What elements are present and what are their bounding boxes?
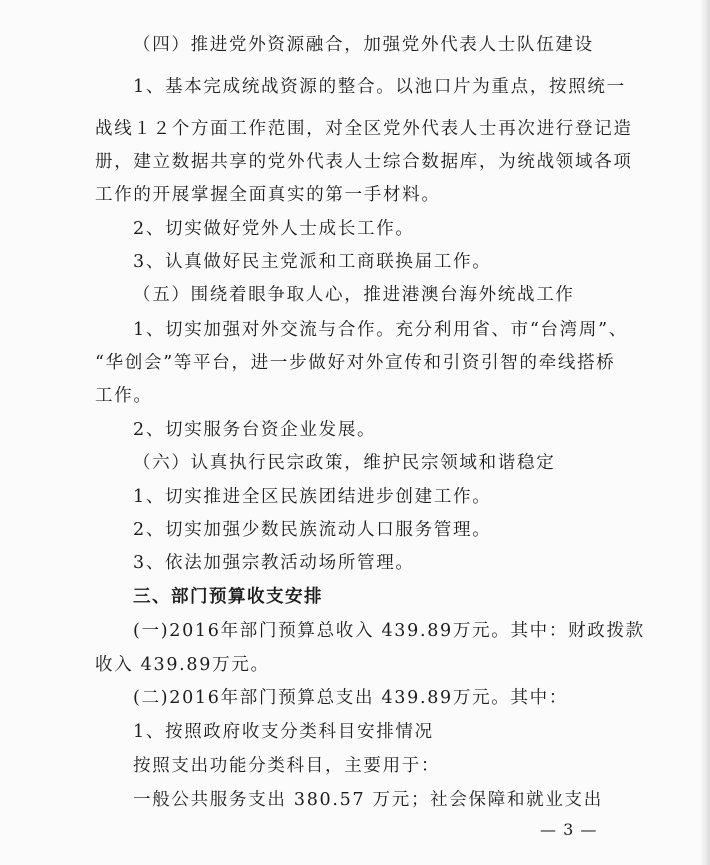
page-edge-shadow xyxy=(700,0,710,865)
paragraph-line: 册，建立数据共享的党外代表人士综合数据库，为统战领域各项 xyxy=(95,152,633,172)
paragraph-line: 战线１２个方面工作范围，对全区党外代表人士再次进行登记造 xyxy=(95,119,633,139)
paragraph-line: 工作。 xyxy=(95,386,153,406)
heading-section-six: （六）认真执行民宗政策，维护民宗领域和谐稳定 xyxy=(133,453,556,473)
paragraph-line: 工作的开展掌握全面真实的第一手材料。 xyxy=(95,185,441,205)
page-number: — 3 — xyxy=(540,820,598,839)
paragraph-line: 1、按照政府收支分类科目安排情况 xyxy=(133,722,434,742)
paragraph-line: 按照支出功能分类科目，主要用于： xyxy=(133,756,441,776)
paragraph-line: 2、切实加强少数民族流动人口服务管理。 xyxy=(133,520,492,540)
paragraph-line: 2、切实做好党外人士成长工作。 xyxy=(133,219,415,239)
paragraph-line: 3、依法加强宗教活动场所管理。 xyxy=(133,553,415,573)
paragraph-line: 一般公共服务支出 380.57 万元；社会保障和就业支出 xyxy=(133,790,603,810)
heading-section-four: （四）推进党外资源融合，加强党外代表人士队伍建设 xyxy=(133,35,594,55)
paragraph-line: 1、基本完成统战资源的整合。以池口片为重点，按照统一 xyxy=(133,77,626,97)
paragraph-line: (一)2016年部门预算总收入 439.89万元。其中：财政拨款 xyxy=(133,621,645,641)
heading-section-three: 三、部门预算收支安排 xyxy=(133,587,323,607)
paragraph-line: “华创会”等平台，进一步做好对外宣传和引资引智的牵线搭桥 xyxy=(95,353,616,373)
paragraph-line: 2、切实服务台资企业发展。 xyxy=(133,420,377,440)
heading-section-five: （五）围绕着眼争取人心，推进港澳台海外统战工作 xyxy=(133,285,575,305)
paragraph-line: 1、切实加强对外交流与合作。充分利用省、市“台湾周”、 xyxy=(133,320,628,340)
paragraph-line: 1、切实推进全区民族团结进步创建工作。 xyxy=(133,487,492,507)
paragraph-line: (二)2016年部门预算总支出 439.89万元。其中： xyxy=(133,688,569,708)
paragraph-line: 3、认真做好民主党派和工商联换届工作。 xyxy=(133,252,492,272)
paragraph-line: 收入 439.89万元。 xyxy=(95,655,270,675)
